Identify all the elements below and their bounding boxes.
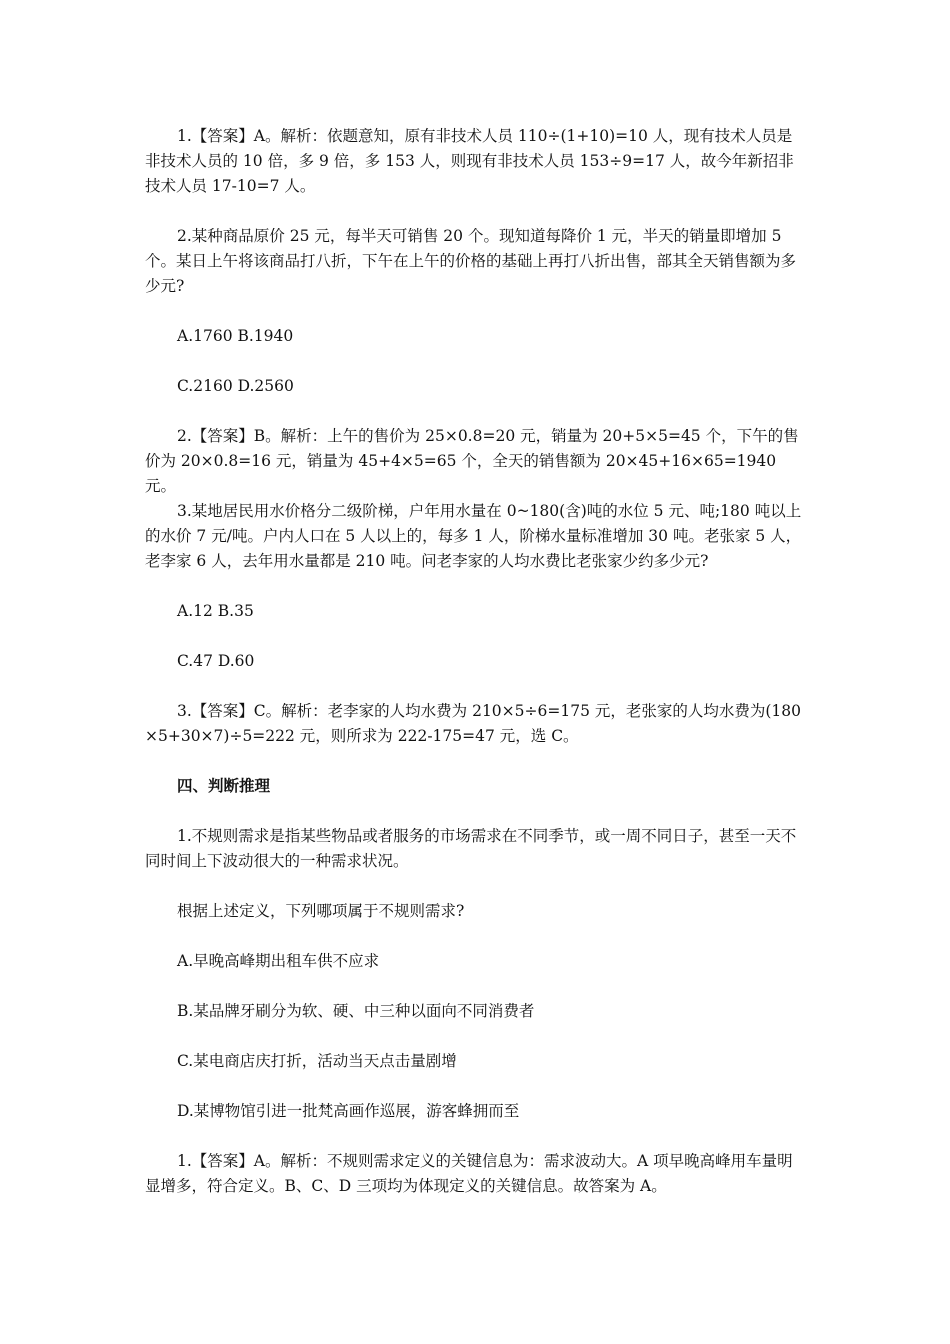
option-a: A.早晚高峰期出租车供不应求	[177, 952, 380, 970]
question-paragraph-q2: 2.某种商品原价 25 元，每半天可销售 20 个。现知道每降价 1 元，半天的销量即增加 5 个。某日上午将该商品打八折，下午在上午的价格的基础上再打八折出售，部其全天销售额为多少元?	[145, 227, 797, 295]
option-d: D.某博物馆引进一批梵高画作巡展，游客蜂拥而至	[177, 1102, 520, 1120]
answer-paragraph-q3: 3.【答案】C。解析：老李家的人均水费为 210×5÷6=175 元，老张家的人均水费为(180×5+30×7)÷5=222 元，则所求为 222-175=47 元，选 C。	[145, 702, 801, 745]
option-b: B.某品牌牙刷分为软、硬、中三种以面向不同消费者	[177, 1002, 535, 1020]
option-c: C.某电商店庆打折，活动当天点击量剧增	[177, 1052, 457, 1070]
answer-paragraph-q2: 2.【答案】B。解析：上午的售价为 25×0.8=20 元，销量为 20+5×5=45 个，下午的售价为 20×0.8=16 元，销量为 45+4×5=65 个，全天的销售额为 20×45+16×65=1940 元。	[145, 427, 799, 495]
definition-paragraph: 1.不规则需求是指某些物品或者服务的市场需求在不同季节，或一周不同日子，甚至一天不同时间上下波动很大的一种需求状况。	[145, 827, 797, 870]
question-paragraph-q3: 3.某地居民用水价格分二级阶梯，户年用水量在 0~180(含)吨的水位 5 元、吨;180 吨以上的水价 7 元/吨。户内人口在 5 人以上的，每多 1 人，阶梯水量标准增加 30 吨。老张家 5 人，老李家 6 人，去年用水量都是 210 吨。问老李家的人均水费比老张家少约多少元?	[145, 502, 802, 570]
section-heading: 四、判断推理	[177, 777, 271, 795]
options-q3-ab: A.12 B.35	[177, 602, 254, 620]
answer-paragraph-reasoning: 1.【答案】A。解析：不规则需求定义的关键信息为：需求波动大。A 项早晚高峰用车量明显增多，符合定义。B、C、D 三项均为体现定义的关键信息。故答案为 A。	[145, 1152, 793, 1195]
options-q2-ab: A.1760 B.1940	[177, 327, 294, 345]
options-q2-cd: C.2160 D.2560	[177, 377, 294, 395]
options-q3-cd: C.47 D.60	[177, 652, 255, 670]
answer-paragraph-q1: 1.【答案】A。解析：依题意知，原有非技术人员 110÷(1+10)=10 人，现有技术人员是非技术人员的 10 倍，多 9 倍，多 153 人，则现有非技术人员 153÷9=17 人，故今年新招非技术人员 17-10=7 人。	[145, 127, 794, 195]
question-prompt: 根据上述定义，下列哪项属于不规则需求?	[177, 902, 465, 920]
